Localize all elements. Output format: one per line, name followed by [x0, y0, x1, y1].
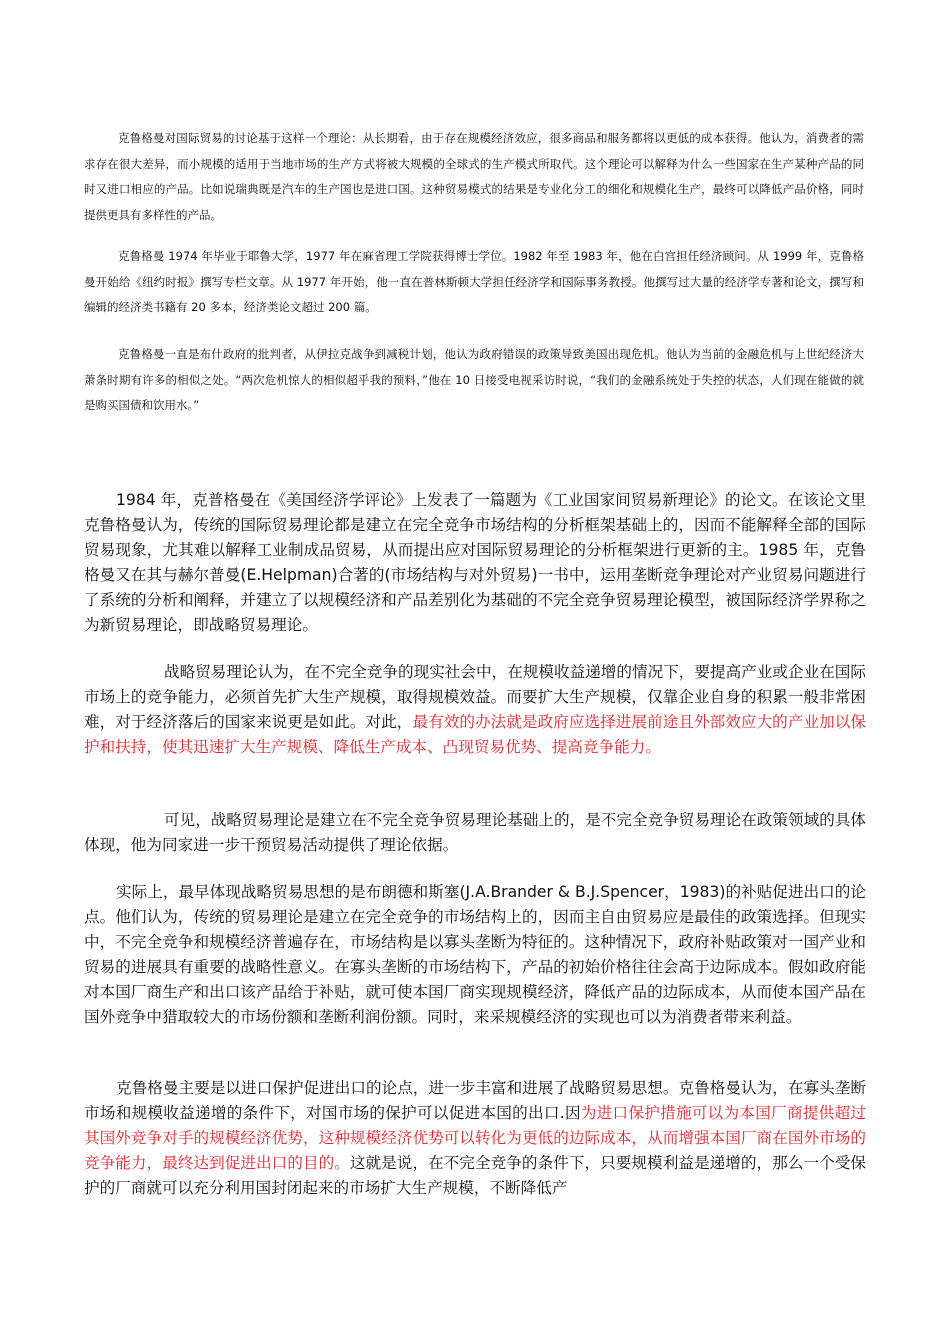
body-paragraph-4: 实际上，最早体现战略贸易思想的是布朗德和斯塞(J.A.Brander & B.J.Spencer，1983)的补贴促进出口的论点。他们认为，传统的贸易理论是建立在完全竞争的市场结构上的，因而主自由贸易应是最佳的政策选择。但现实中，不完全竞争和规模经济普遍存在，市场结构是以寡头垄断为特征的。这种情况下，政府补贴政策对一国产业和贸易的进展具有重要的战略性意义。在寡头垄断的市场结构下，产品的初始价格往往会高于边际成本。假如政府能对本国厂商生产和出口该产品给于补贴，就可使本国厂商实现规模经济，降低产品的边际成本，从而使本国产品在国外竞争中猎取较大的市场份额和垄断利润份额。同时，来采规模经济的实现也可以为消费者带来利益。 — [84, 883, 866, 1026]
body-paragraph-2 — [84, 660, 866, 760]
paragraph-5-text-a: 克鲁格曼主要是以进口保护促进出口的论点，进一步丰富和进展了战略贸易思想。克鲁格曼认为，在寡头垄断市场和规模收益递增的条件下，对国市场的保护可以促进本国的出口.因 — [84, 1079, 866, 1122]
body-paragraph-3: 可见，战略贸易理论是建立在不完全竞争贸易理论基础上的，是不完全竞争贸易理论在政策领域的具体体现，他为同家进一步干预贸易活动提供了理论依据。 — [84, 811, 866, 854]
paragraph-5-text-b: 这就是说，在不完全竞争的条件下，只要规模利益是递增的，那么一个受保护的厂商就可以充分利用国封闭起来的市场扩大生产规模，不断降低产 — [84, 1154, 866, 1197]
body-paragraph-5 — [84, 1076, 866, 1201]
intro-paragraph-3: 克鲁格曼一直是布什政府的批判者，从伊拉克战争到减税计划，他认为政府错误的政策导致美国出现危机。他认为当前的金融危机与上世纪经济大萧条时期有许多的相似之处。“两次危机惊人的相似超乎我的预料，”他在 10 日接受电视采访时说，“我们的金融系统处于失控的状态，人们现在能做的就是购买国债和饮用水。” — [84, 347, 864, 412]
paragraph-5-highlight: 为进口保护措施可以为本国厂商提供超过其国外竞争对手的规模经济优势，这种规模经济优势可以转化为更低的边际成本，从而增强本国厂商在国外市场的竞争能力，最终达到促进出口的目的。 — [84, 1104, 866, 1172]
intro-paragraph-1: 克鲁格曼对国际贸易的讨论基于这样一个理论：从长期看，由于存在规模经济效应，很多商品和服务都将以更低的成本获得。他认为，消费者的需求存在很大差异，而小规模的适用于当地市场的生产方式将被大规模的全球式的生产模式所取代。这个理论可以解释为什么一些国家在生产某种产品的同时又进口相应的产品。比如说瑞典既是汽车的生产国也是进口国。这种贸易模式的结果是专业化分工的细化和规模化生产，最终可以降低产品价格，同时提供更具有多样性的产品。 — [84, 131, 864, 222]
intro-paragraph-2: 克鲁格曼 1974 年毕业于耶鲁大学，1977 年在麻省理工学院获得博士学位。1982 年至 1983 年，他在白宫担任经济顾问。从 1999 年，克鲁格曼开始给《纽约时报》撰写专栏文章。从 1977 年开始，他一直在普林斯顿大学担任经济学和国际事务教授。他撰写过大量的经济学专著和论文，撰写和编辑的经济类书籍有 20 多本，经济类论文超过 200 篇。 — [84, 249, 864, 314]
body-paragraph-1: 1984 年，克普格曼在《美国经济学评论》上发表了一篇题为《工业国家间贸易新理论》的论文。在该论文里克鲁格曼认为，传统的国际贸易理论都是建立在完全竞争市场结构的分析框架基础上的，因而不能解释全部的国际贸易现象，尤其难以解释工业制成品贸易，从而提出应对国际贸易理论的分析框架进行更新的主。1985 年，克鲁格曼又在其与赫尔普曼(E.Helpman)合著的(市场结构与对外贸易)一书中，运用垄断竞争理论对产业贸易问题进行了系统的分析和阐释，并建立了以规模经济和产品差别化为基础的不完全竞争贸易理论模型，被国际经济学界称之为新贸易理论，即战略贸易理论。 — [84, 491, 866, 634]
paragraph-2-text: 战略贸易理论认为，在不完全竞争的现实社会中，在规模收益递增的情况下，要提高产业或企业在国际市场上的竞争能力，必须首先扩大生产规模，取得规模效益。而要扩大生产规模，仅靠企业自身的积累一般非常困难，对于经济落后的国家来说更是如此。对此， — [84, 663, 866, 731]
paragraph-2-highlight: 最有效的办法就是政府应选择进展前途且外部效应大的产业加以保护和扶持，使其迅速扩大生产规模、降低生产成本、凸现贸易优势、提高竞争能力。 — [84, 713, 866, 756]
